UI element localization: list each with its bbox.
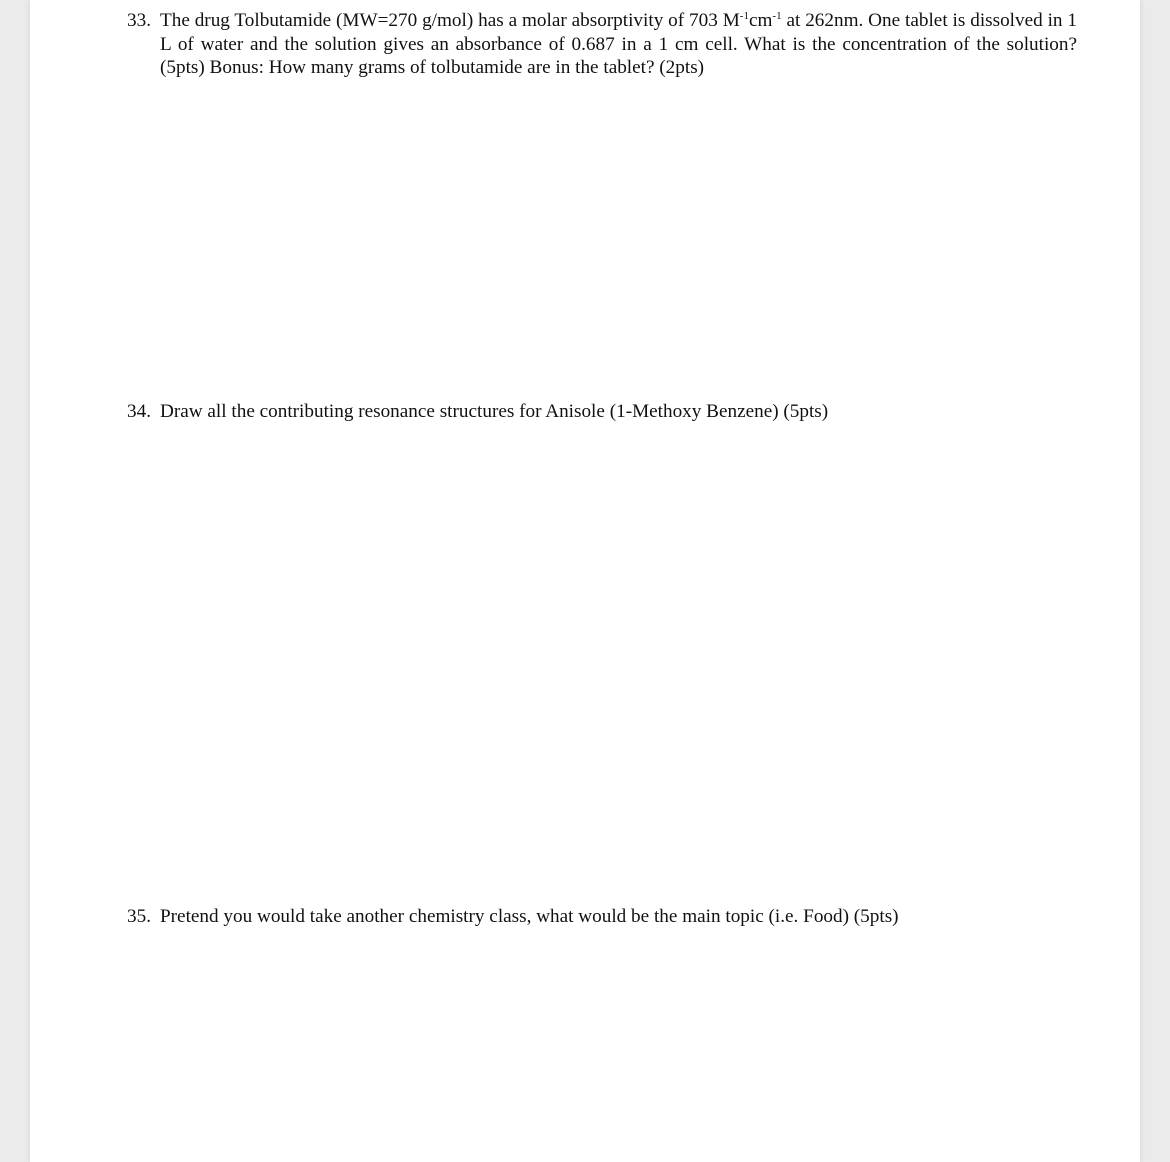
question-35 (127, 905, 1077, 929)
question-text-part: at 262nm. One tablet is dissolved in 1 L of water and the solution gives an absorbance of 0.687 in a 1 cm cell. What is the concentration of the solution? (5pts) Bonus: How many grams of tolbutamide are in the tablet? (2pts) (160, 10, 1077, 78)
question-text: Draw all the contributing resonance structures for Anisole (1-Methoxy Benzene) (5pts) (160, 401, 829, 422)
question-number: 33. (127, 10, 151, 31)
question-34 (127, 400, 1077, 424)
question-text: Pretend you would take another chemistry class, what would be the main topic (i.e. Food) (5pts) (160, 906, 899, 927)
question-number: 34. (127, 401, 151, 422)
question-text-part: The drug Tolbutamide (MW=270 g/mol) has a molar absorptivity of 703 M (160, 10, 740, 31)
question-33 (127, 9, 1077, 80)
superscript: -1 (739, 10, 749, 22)
question-text-part: cm (748, 10, 773, 31)
question-number: 35. (127, 906, 151, 927)
document-page (30, 0, 1140, 1162)
superscript: -1 (772, 10, 782, 22)
question-text (160, 9, 1077, 80)
